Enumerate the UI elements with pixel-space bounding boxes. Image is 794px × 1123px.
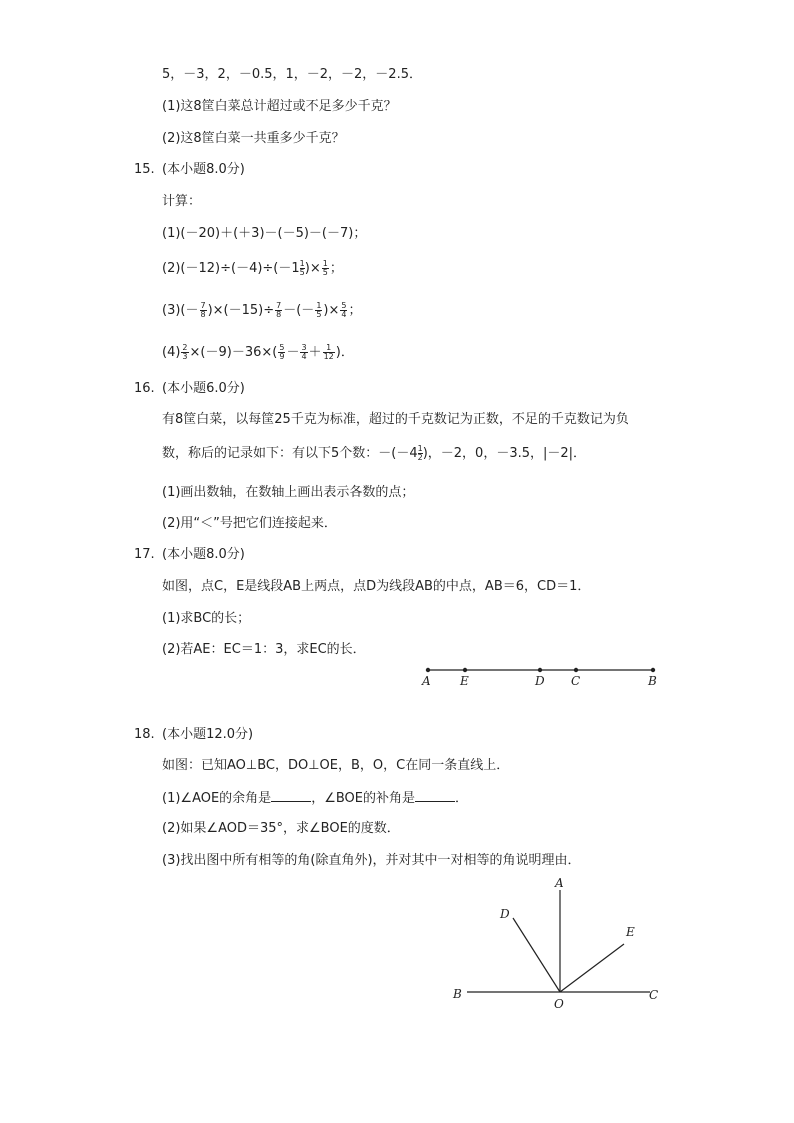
q17-sub1: (1)求BC的长； (162, 611, 251, 626)
label-d: D (535, 674, 545, 688)
q16-number: 16. (134, 381, 155, 396)
q16-sub1: (1)画出数轴，在数轴上画出表示各数的点； (162, 485, 415, 500)
q16-text2 (162, 445, 586, 463)
answer-blank[interactable] (271, 789, 311, 802)
point-d (538, 668, 542, 672)
q18-sub1 (162, 789, 468, 808)
q15-expr1: (1)(－20)＋(＋3)－(－5)－(－7)； (162, 226, 367, 241)
q15-expr3-part: )×(－15)÷ (207, 303, 275, 318)
q15-expr4-part: (4) (162, 345, 181, 360)
label-c: C (649, 988, 659, 1002)
q17-score: (本小题8.0分) (162, 547, 245, 562)
fraction: $\frac{7}{8}$ (276, 301, 282, 319)
q17-sub2: (2)若AE：EC＝1：3，求EC的长． (162, 642, 366, 657)
q18-sub1-part: (1)∠AOE的余角是 (162, 791, 272, 806)
q16-text1: 有8筐白菜，以每筐25千克为标准，超过的千克数记为正数，不足的千克数记为负 (162, 412, 629, 427)
q15-expr4-part: － (286, 345, 300, 360)
fraction: $\frac{3}{4}$ (301, 343, 307, 361)
label-a: A (555, 876, 564, 890)
q18-text: 如图：已知AO⊥BC，DO⊥OE，B，O，C在同一条直线上． (162, 758, 510, 773)
ray-oe (560, 944, 624, 992)
label-a: A (422, 674, 431, 688)
fraction: $\frac{5}{4}$ (341, 301, 347, 319)
q16-sub2: (2)用“＜”号把它们连接起来． (162, 516, 337, 531)
q16-score: (本小题6.0分) (162, 381, 245, 396)
q15-expr4-part: )． (335, 345, 354, 360)
q17-number: 17. (134, 547, 155, 562)
label-b: B (453, 987, 462, 1001)
fraction: $\frac{5}{9}$ (279, 343, 285, 361)
q15-expr2-part: )× (304, 261, 321, 276)
q15-number: 15. (134, 162, 155, 177)
fraction: $\frac{1}{5}$ (299, 259, 305, 277)
q15-expr3-part: －(－ (283, 303, 315, 318)
q15-expr3-part: (3)(－ (162, 303, 199, 318)
label-e: E (460, 674, 469, 688)
q17-line-segment-figure (418, 660, 668, 690)
q14-sub1: (1)这8筐白菜总计超过或不足多少千克？ (162, 99, 397, 114)
q16-text2-part: 数，称后的记录如下：有以下5个数：－(－4 (162, 446, 418, 461)
point-a (426, 668, 430, 672)
q16-text2-part: )，－2，0，－3.5，|－2|． (422, 446, 587, 461)
q15-expr4-part: ＋ (308, 345, 322, 360)
label-d: D (500, 907, 510, 921)
q17-text: 如图，点C，E是线段AB上两点，点D为线段AB的中点，AB＝6，CD＝1． (162, 579, 591, 594)
point-e (463, 668, 467, 672)
q15-expr3-part: ； (348, 303, 362, 318)
q18-sub1-part: ，∠BOE的补角是 (311, 791, 415, 806)
fraction: $\frac{1}{5}$ (316, 301, 322, 319)
fraction: $\frac{1}{2}$ (417, 444, 423, 462)
q15-expr2-part: ； (329, 261, 343, 276)
q14-sub2: (2)这8筐白菜一共重多少千克？ (162, 131, 345, 146)
q15-prompt: 计算： (162, 194, 202, 209)
point-c (574, 668, 578, 672)
point-b (651, 668, 655, 672)
label-e: E (626, 925, 635, 939)
q15-expr2-part: (2)(－12)÷(－4)÷(－1 (162, 261, 300, 276)
q18-sub1-part: ． (454, 791, 468, 806)
q15-expr3-part: )× (323, 303, 340, 318)
label-b: B (648, 674, 657, 688)
fraction: $\frac{2}{3}$ (182, 343, 188, 361)
answer-blank[interactable] (415, 789, 455, 802)
q18-score: (本小题12.0分) (162, 727, 254, 742)
q15-expr2 (162, 260, 343, 278)
label-o: O (554, 997, 564, 1011)
q15-score: (本小题8.0分) (162, 162, 245, 177)
fraction: $\frac{1}{12}$ (323, 343, 334, 361)
q18-number: 18. (134, 727, 155, 742)
q14-data-line: 5，－3，2，－0.5，1，－2，－2，－2.5． (162, 67, 422, 82)
q18-sub2: (2)如果∠AOD＝35°，求∠BOE的度数． (162, 821, 400, 836)
fraction: $\frac{1}{5}$ (322, 259, 328, 277)
label-c: C (571, 674, 581, 688)
ray-od (513, 918, 560, 992)
q18-sub3: (3)找出图中所有相等的角(除直角外)，并对其中一对相等的角说明理由． (162, 853, 581, 868)
q15-expr4-part: ×(－9)－36×( (189, 345, 278, 360)
q15-expr3 (162, 302, 361, 320)
q15-expr4 (162, 344, 354, 362)
q18-angle-figure (445, 870, 675, 1015)
fraction: $\frac{7}{8}$ (200, 301, 206, 319)
